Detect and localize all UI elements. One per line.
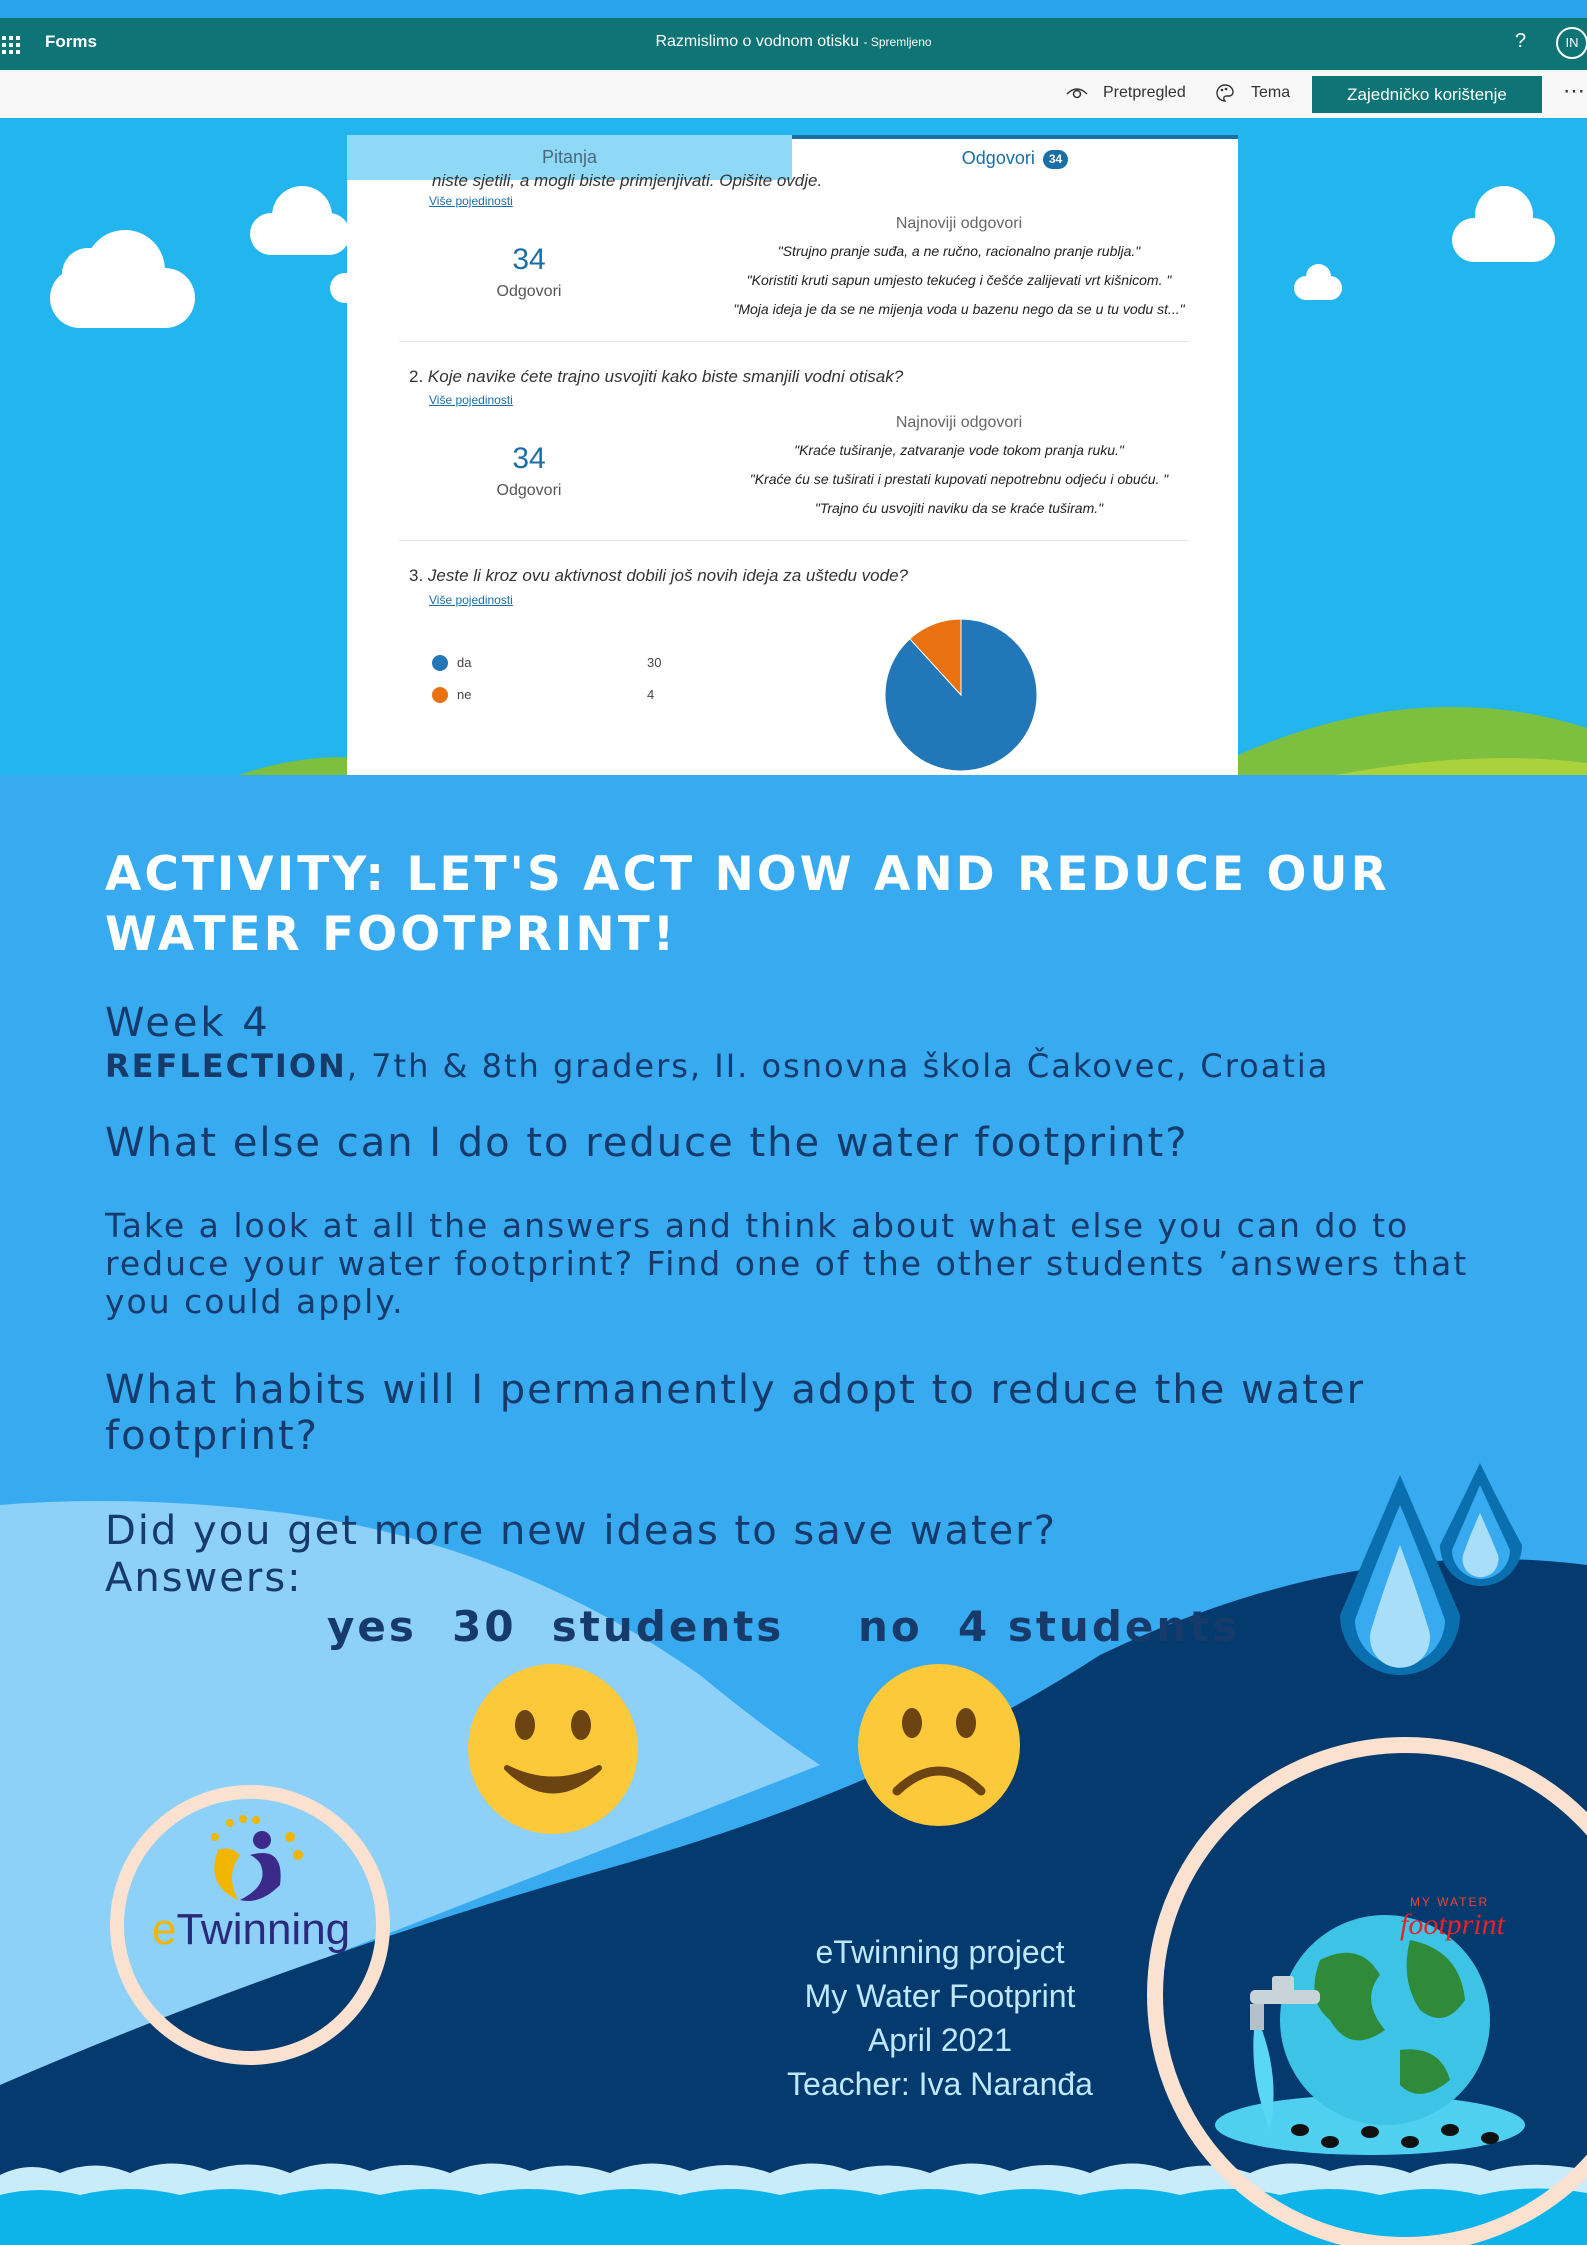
- q3-number: 3.: [409, 566, 424, 585]
- legend-value-da: 30: [647, 655, 662, 670]
- tab-questions[interactable]: Pitanja: [347, 135, 792, 180]
- poster-title: ACTIVITY: LET'S ACT NOW AND REDUCE OUR WATER FOOTPRINT!: [105, 847, 1390, 962]
- week-label: Week 4: [105, 1000, 271, 1046]
- tab-responses-label: Odgovori: [961, 148, 1035, 168]
- avatar[interactable]: IN: [1556, 27, 1587, 59]
- theme-button[interactable]: Tema: [1251, 84, 1291, 101]
- q2-more-details-link[interactable]: Više pojedinosti: [429, 393, 513, 407]
- yes-answer-count: yes 30 students: [327, 1602, 785, 1651]
- q1-response-count: 34: [512, 243, 546, 276]
- question-1-heading: What else can I do to reduce the water footprint?: [105, 1120, 1189, 1166]
- q2-title: Koje navike ćete trajno usvojiti kako biste smanjili vodni otisak?: [427, 367, 904, 386]
- ellipsis-icon[interactable]: ⋯: [1563, 78, 1585, 103]
- no-answer-count: no 4 students: [858, 1602, 1241, 1651]
- legend-dot-da: [432, 655, 448, 671]
- question-3-heading: Did you get more new ideas to save water?: [105, 1508, 1057, 1554]
- footer-line-project: eTwinning project: [815, 1934, 1065, 1970]
- footer-line-title: My Water Footprint: [804, 1978, 1076, 2014]
- q2-text: [409, 367, 903, 387]
- divider: [399, 540, 1189, 541]
- form-title[interactable]: [0, 33, 1587, 51]
- q1-latest-label: Najnoviji odgovori: [895, 215, 1023, 232]
- app-header: [0, 18, 1587, 70]
- reflection-rest: , 7th & 8th graders, II. osnovna škola Čakovec, Croatia: [346, 1047, 1330, 1085]
- legend-value-ne: 4: [647, 687, 655, 702]
- legend-dot-ne: [432, 687, 448, 703]
- q1-count-label: Odgovori: [496, 283, 562, 300]
- q2-number: 2.: [409, 367, 424, 386]
- reflection-line: [105, 1047, 1329, 1085]
- q2-latest-label: Najnoviji odgovori: [895, 414, 1023, 431]
- palette-icon[interactable]: [1216, 84, 1234, 102]
- pie-chart[interactable]: [881, 615, 1041, 775]
- footer-line-date: April 2021: [867, 2022, 1013, 2058]
- q2-response-3: "Trajno ću usvojiti naviku da se kraće tuširam.": [814, 500, 1104, 516]
- responses-count-badge: 34: [1043, 150, 1068, 169]
- q1-response-1: "Strujno pranje suđa, a ne ručno, racionalno pranje rublja.": [777, 243, 1141, 259]
- poster: [0, 775, 1587, 2245]
- share-button[interactable]: Zajedničko korištenje: [1312, 76, 1542, 113]
- q1-response-3: "Moja ideja je da se ne mijenja voda u bazenu nego da se u tu vodu st...": [733, 301, 1185, 317]
- answers-label: Answers:: [105, 1555, 303, 1601]
- legend-label-ne: ne: [457, 687, 472, 702]
- q2-response-count: 34: [512, 442, 546, 475]
- q1-response-2: "Koristiti kruti sapun umjesto tekućeg i češće zalijevati vrt kišnicom. ": [746, 272, 1172, 288]
- smiley-happy-icon: [467, 1663, 639, 1835]
- eye-icon[interactable]: [1066, 85, 1088, 101]
- tab-responses[interactable]: [792, 135, 1238, 180]
- divider: [399, 341, 1189, 342]
- form-responses-card: [347, 135, 1238, 775]
- pie-legend: [432, 655, 692, 725]
- question-2-heading: What habits will I permanently adopt to reduce the water footprint?: [105, 1367, 1366, 1459]
- q1-partial-text: niste sjetili, a mogli biste primjenjivati. Opišite ovdje.: [432, 171, 823, 190]
- preview-button[interactable]: Pretpregled: [1103, 84, 1186, 101]
- q2-count-label: Odgovori: [496, 482, 562, 499]
- command-bar: [0, 70, 1587, 119]
- q3-more-details-link[interactable]: Više pojedinosti: [429, 593, 513, 607]
- q3-title: Jeste li kroz ovu aktivnost dobili još novih ideja za uštedu vode?: [427, 566, 908, 585]
- app-name[interactable]: Forms: [45, 32, 97, 51]
- q3-text: [409, 566, 908, 586]
- form-title-text: Razmislimo o vodnom otisku: [655, 33, 860, 50]
- footer-line-teacher: Teacher: Iva Naranđa: [787, 2066, 1093, 2102]
- logo-my-water-text: MY WATER: [1410, 1895, 1490, 1909]
- q2-response-2: "Kraće ću se tuširati i prestati kupovati nepotrebnu odjeću i obuću. ": [749, 471, 1169, 487]
- etwinning-rest: Twinning: [176, 1905, 351, 1954]
- etwinning-logo-icon: [190, 1815, 320, 1910]
- smiley-sad-icon: [857, 1663, 1021, 1827]
- instructions-paragraph: Take a look at all the answers and think about what else you can do to reduce your water footprint? Find one of the other students ’answers that you could apply.: [105, 1206, 1469, 1321]
- logo-footprint-text: footprint: [1400, 1908, 1506, 1941]
- help-icon[interactable]: ?: [1515, 30, 1527, 52]
- etwinning-e: e: [152, 1905, 177, 1954]
- q2-response-1: "Kraće tuširanje, zatvaranje vode tokom pranja ruku.": [794, 442, 1124, 458]
- reflection-bold: REFLECTION: [105, 1047, 347, 1085]
- footer-credits: [640, 1930, 1240, 2106]
- legend-label-da: da: [457, 655, 472, 670]
- save-status: - Spremljeno: [863, 35, 932, 49]
- etwinning-logo-text: [152, 1905, 350, 1955]
- q1-more-details-link[interactable]: Više pojedinosti: [429, 194, 513, 208]
- top-strip: [0, 0, 1587, 18]
